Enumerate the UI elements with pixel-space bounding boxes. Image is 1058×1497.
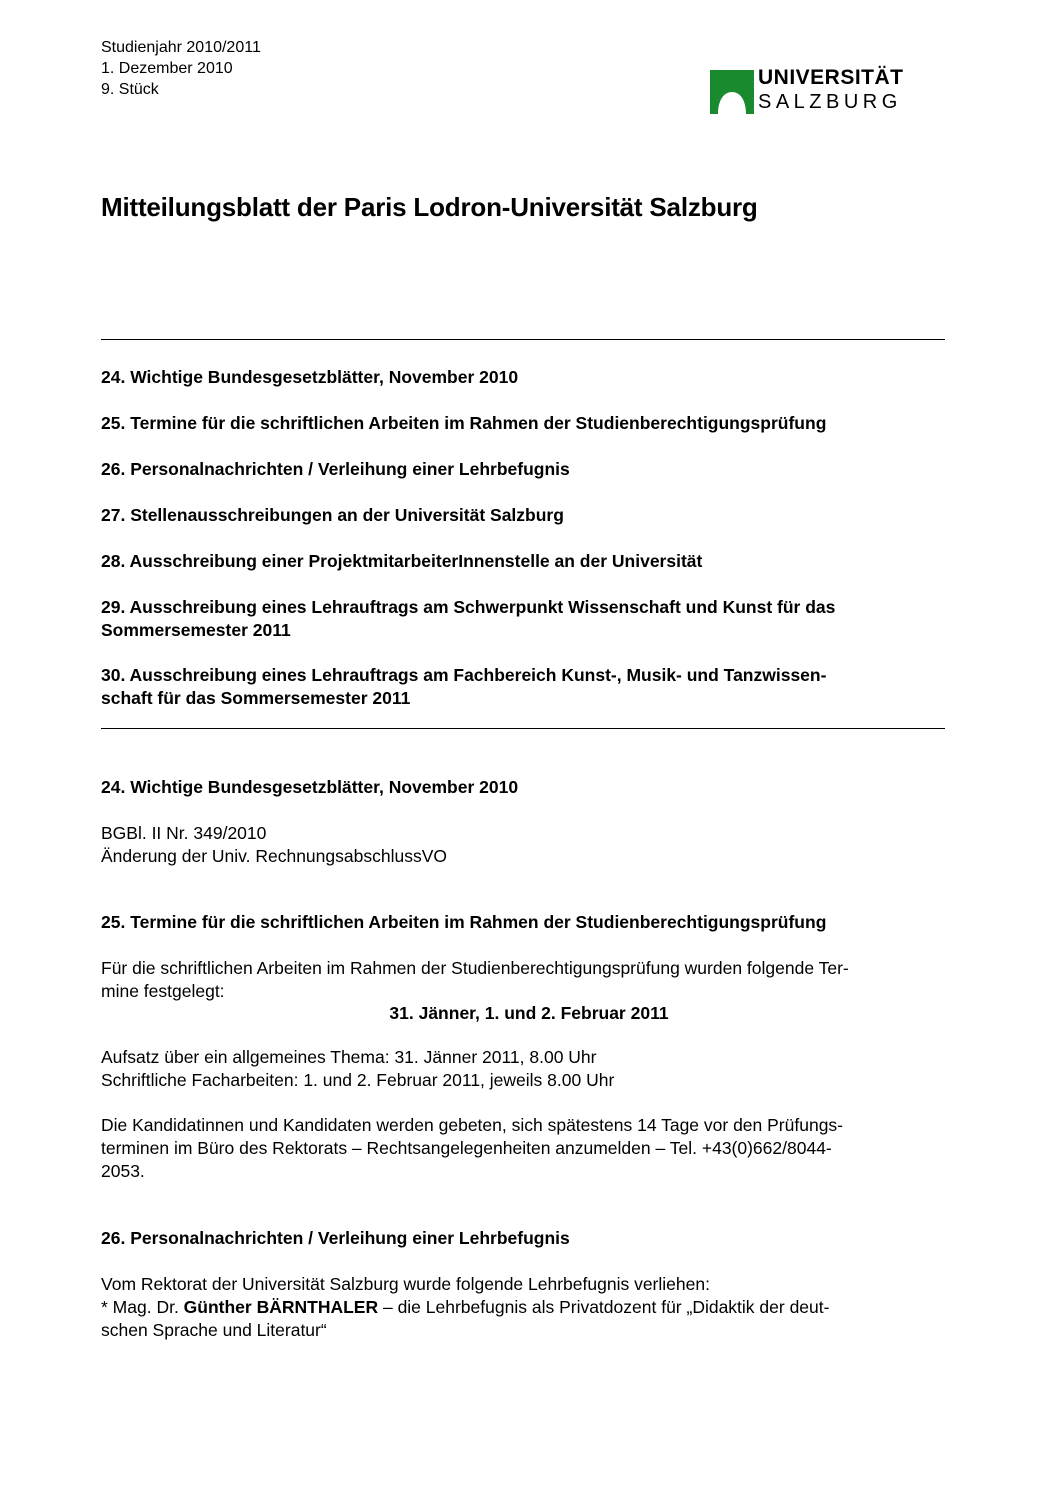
issue-date: 1. Dezember 2010 (101, 60, 233, 77)
issue-info (101, 37, 261, 100)
toc-item-24: 24. Wichtige Bundesgesetzblätter, November 2010 (101, 367, 519, 387)
toc-item-30: 30. Ausschreibung eines Lehrauftrags am Fachbereich Kunst-, Musik- und Tanzwissen- schaft für das Sommersemester 2011 (101, 665, 827, 708)
section-25-heading: 25. Termine für die schriftlichen Arbeiten im Rahmen der Studienberechtigungsprüfung (101, 912, 827, 932)
section-26-entry: * Mag. Dr. Günther BÄRNTHALER – die Lehrbefugnis als Privatdozent für „Didaktik der deut- (101, 1297, 830, 1317)
page-title: Mitteilungsblatt der Paris Lodron-Universität Salzburg (101, 192, 758, 222)
section-24-body: BGBl. II Nr. 349/2010 Änderung der Univ. RechnungsabschlussVO (101, 823, 447, 866)
section-25-details: Aufsatz über ein allgemeines Thema: 31. Jänner 2011, 8.00 Uhr Schriftliche Facharbeiten: 1. und 2. Februar 2011, jeweils 8.00 Uhr (101, 1047, 615, 1090)
university-logo-mark-icon (710, 70, 754, 114)
toc-item-26: 26. Personalnachrichten / Verleihung einer Lehrbefugnis (101, 459, 570, 479)
divider-top (101, 339, 945, 340)
section-26-body: Vom Rektorat der Universität Salzburg wurde folgende Lehrbefugnis verliehen: * Mag. Dr. Günther BÄRNTHALER – die Lehrbefugnis als Privatdozent für „Didaktik der deut- schen Sprache und Literatur“ (101, 1273, 951, 1342)
person-name: Günther BÄRNTHALER (183, 1297, 379, 1317)
toc-item-25: 25. Termine für die schriftlichen Arbeiten im Rahmen der Studienberechtigungsprüfung (101, 413, 827, 433)
toc-item-29: 29. Ausschreibung eines Lehrauftrags am Schwerpunkt Wissenschaft und Kunst für das Sommersemester 2011 (101, 597, 836, 640)
academic-year: Studienjahr 2010/2011 (101, 39, 261, 56)
section-26-heading: 26. Personalnachrichten / Verleihung einer Lehrbefugnis (101, 1228, 570, 1248)
issue-number: 9. Stück (101, 81, 159, 98)
section-25-note: Die Kandidatinnen und Kandidaten werden gebeten, sich spätestens 14 Tage vor den Prüfungs- terminen im Büro des Rektorats – Rechtsangelegenheiten anzumelden – Tel. +43(0)662/8044- 2053. (101, 1115, 844, 1181)
logo-text-salzburg: SALZBURG (758, 91, 902, 113)
toc-item-27: 27. Stellenausschreibungen an der Universität Salzburg (101, 505, 564, 525)
logo-text-universitaet: UNIVERSITÄT (758, 66, 904, 89)
section-25-dates: 31. Jänner, 1. und 2. Februar 2011 (389, 1003, 669, 1023)
section-25-intro: Für die schriftlichen Arbeiten im Rahmen der Studienberechtigungsprüfung wurden folgende Ter- mine festgelegt: (101, 958, 849, 1001)
university-logo (710, 66, 915, 118)
toc-item-28: 28. Ausschreibung einer ProjektmitarbeiterInnenstelle an der Universität (101, 551, 703, 571)
section-24-heading: 24. Wichtige Bundesgesetzblätter, November 2010 (101, 777, 519, 797)
divider-bottom (101, 728, 945, 729)
